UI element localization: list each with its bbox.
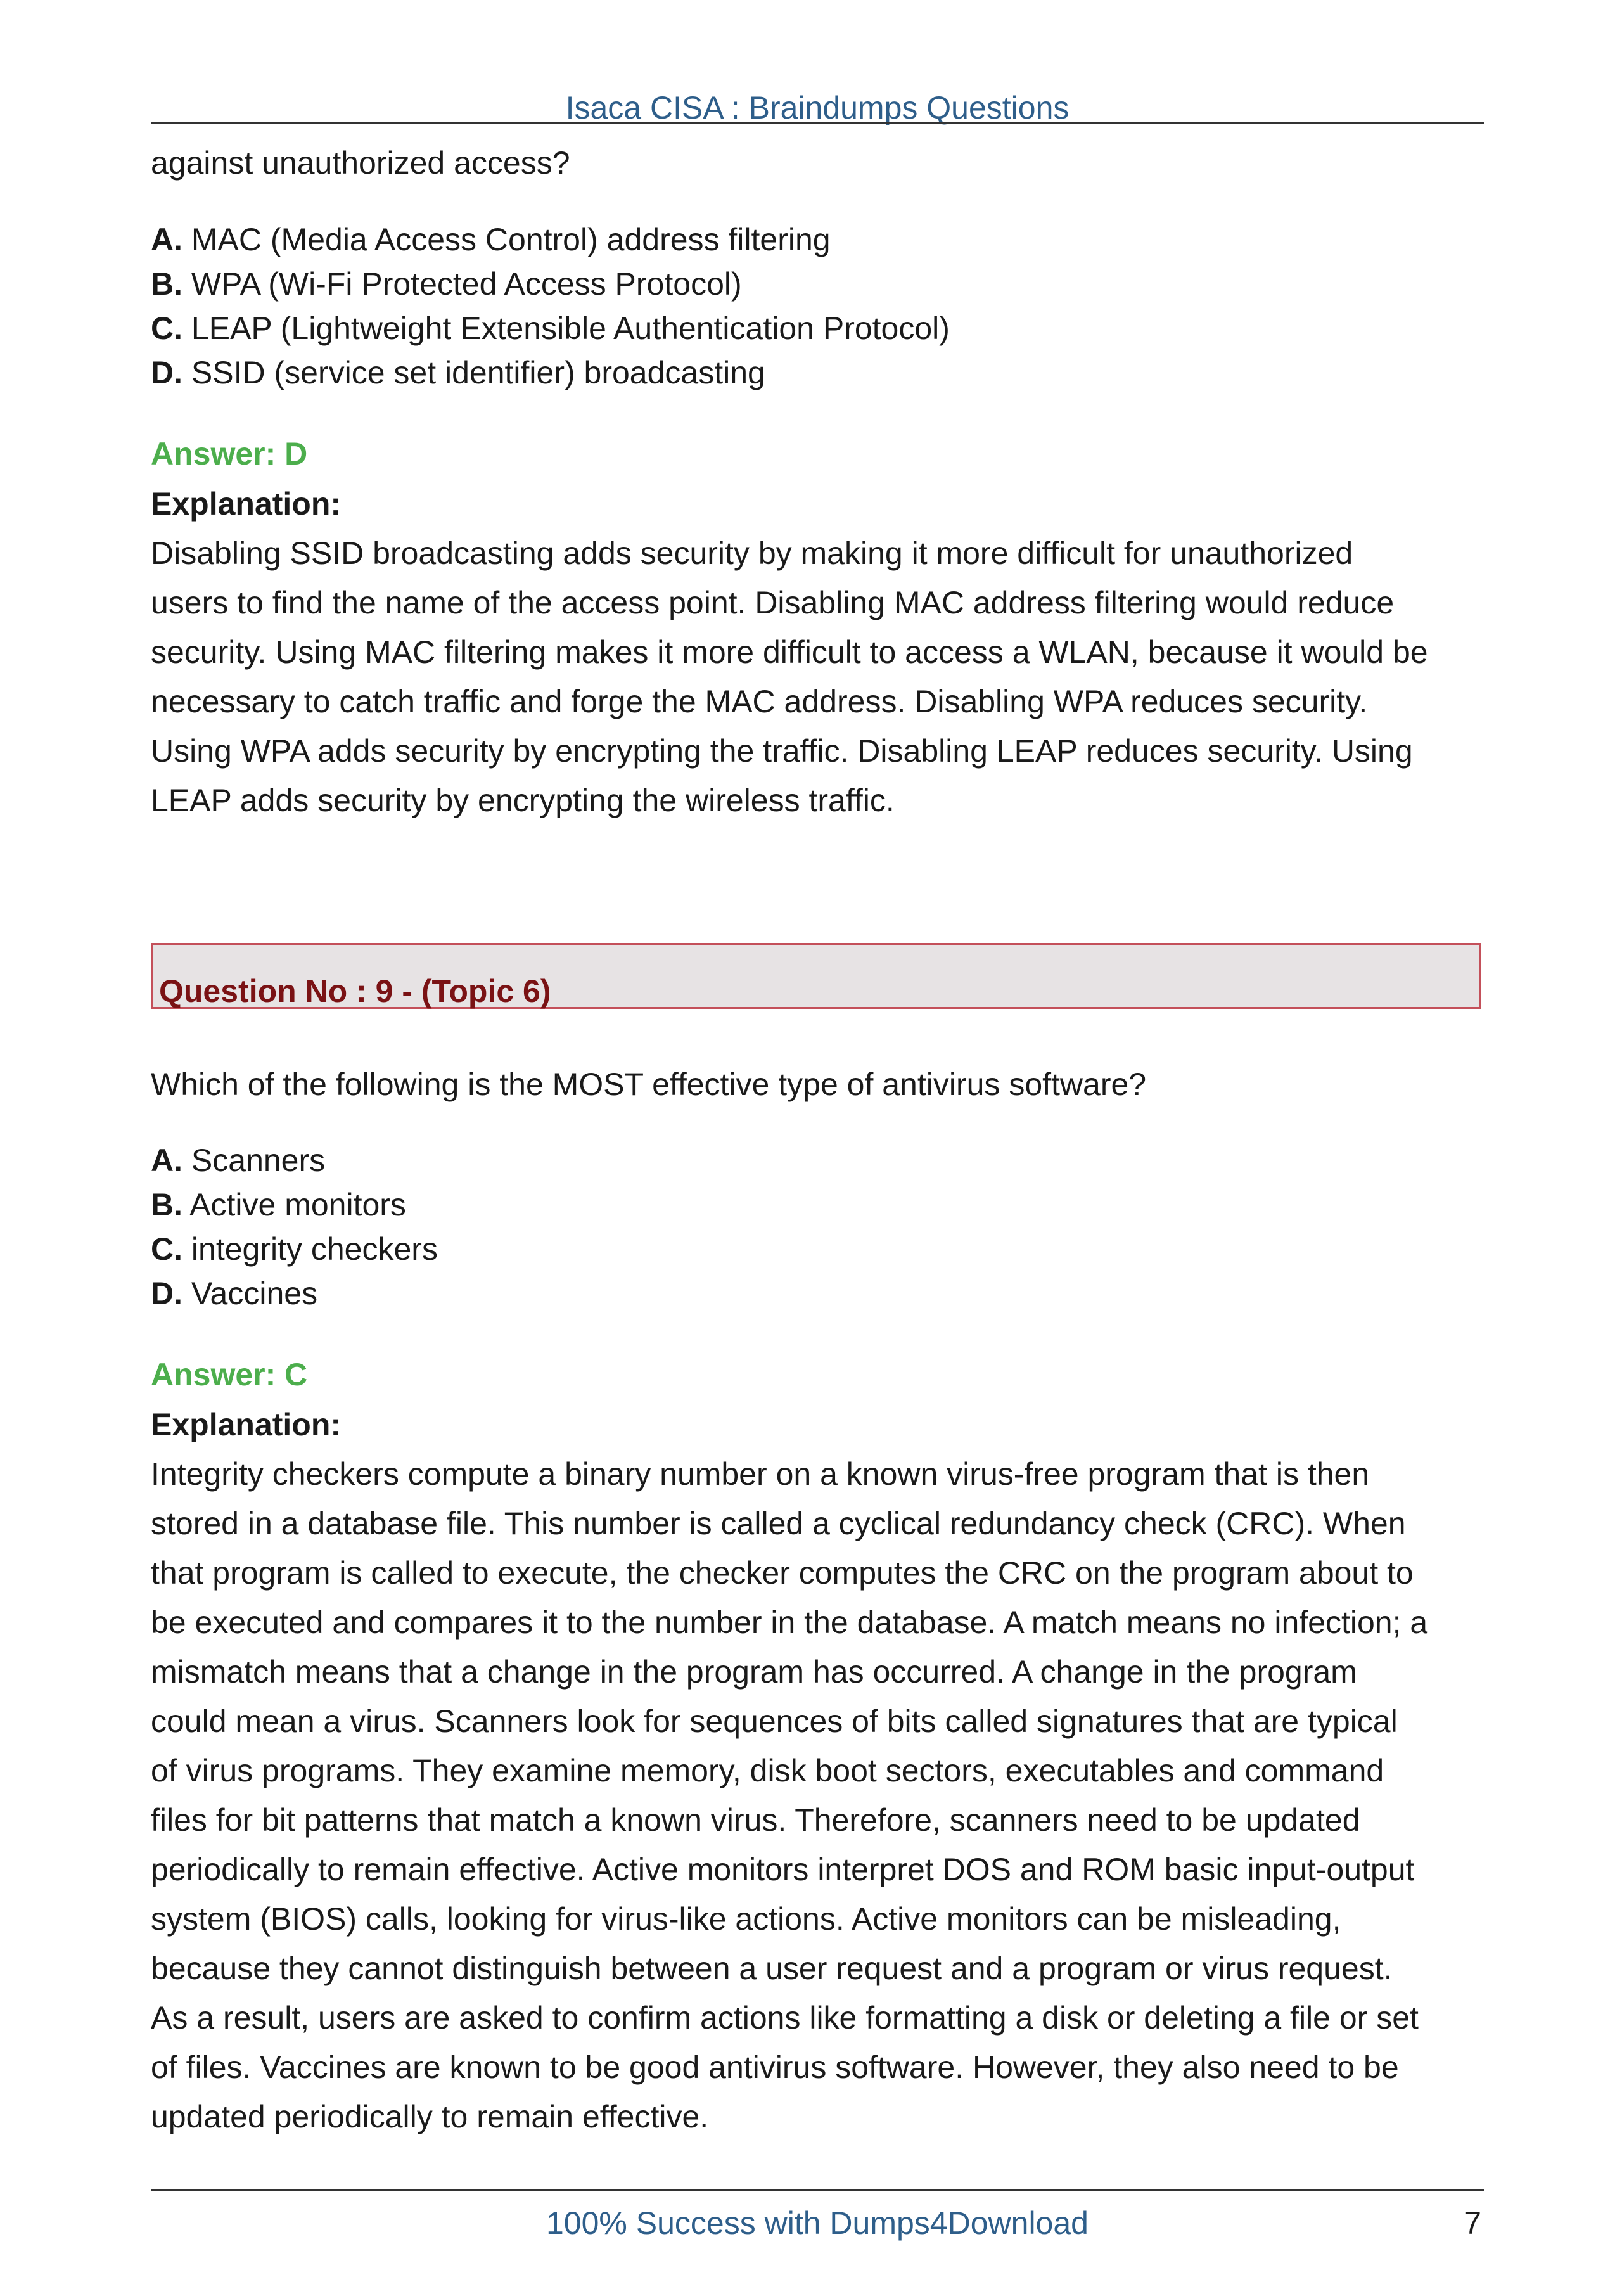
option-text: Vaccines (191, 1276, 318, 1311)
explanation-line: that program is called to execute, the checker computes the CRC on the program about to (151, 1555, 1414, 1591)
explanation-line: Integrity checkers compute a binary number on a known virus-free program that is then (151, 1456, 1370, 1492)
option-text: integrity checkers (191, 1231, 438, 1267)
answer: Answer: C (151, 1357, 308, 1392)
prev-explanation-label: Explanation: (151, 486, 342, 522)
option-item (151, 262, 1488, 306)
prev-question-options (151, 217, 1488, 395)
header-title: Isaca CISA : Braindumps Questions (565, 90, 1070, 125)
footer-divider (151, 2189, 1484, 2191)
explanation-line: periodically to remain effective. Active monitors interpret DOS and ROM basic input-output (151, 1852, 1415, 1887)
prev-explanation-text (151, 529, 1488, 825)
explanation-line: Using WPA adds security by encrypting the traffic. Disabling LEAP reduces security. Using (151, 733, 1413, 769)
option-letter: A. (151, 222, 182, 257)
explanation-line: of files. Vaccines are known to be good antivirus software. However, they also need to be (151, 2049, 1399, 2085)
page-number: 7 (1464, 2205, 1481, 2241)
prev-question-stem: against unauthorized access? (151, 145, 570, 181)
option-item (151, 306, 1488, 350)
prev-answer: Answer: D (151, 436, 308, 471)
option-letter: B. (151, 266, 182, 302)
explanation-text (151, 1449, 1488, 2141)
explanation-line: As a result, users are asked to confirm actions like formatting a disk or deleting a file or set (151, 2000, 1419, 2036)
explanation-line: Disabling SSID broadcasting adds security by making it more difficult for unauthorized (151, 536, 1353, 571)
explanation-line: updated periodically to remain effective. (151, 2099, 709, 2134)
option-item (151, 350, 1488, 395)
option-item (151, 1183, 1488, 1227)
explanation-line: files for bit patterns that match a known virus. Therefore, scanners need to be updated (151, 1802, 1360, 1838)
explanation-line: LEAP adds security by encrypting the wireless traffic. (151, 783, 895, 818)
question-heading: Question No : 9 - (Topic 6) (159, 973, 551, 1009)
option-text: MAC (Media Access Control) address filtering (191, 222, 831, 257)
question-options (151, 1138, 1488, 1316)
question-stem: Which of the following is the MOST effective type of antivirus software? (151, 1067, 1147, 1102)
explanation-line: users to find the name of the access point. Disabling MAC address filtering would reduce (151, 585, 1395, 620)
explanation-line: stored in a database file. This number is called a cyclical redundancy check (CRC). When (151, 1506, 1406, 1541)
explanation-line: because they cannot distinguish between a user request and a program or virus request. (151, 1951, 1393, 1986)
explanation-line: security. Using MAC filtering makes it more difficult to access a WLAN, because it would be (151, 634, 1428, 670)
option-letter: D. (151, 355, 182, 390)
option-text: LEAP (Lightweight Extensible Authentication Protocol) (191, 311, 950, 346)
explanation-label: Explanation: (151, 1407, 342, 1442)
option-item (151, 1138, 1488, 1183)
header-divider (151, 122, 1484, 124)
option-item (151, 1227, 1488, 1271)
option-letter: B. (151, 1187, 182, 1222)
option-item (151, 217, 1488, 262)
option-letter: A. (151, 1143, 182, 1178)
option-text: Active monitors (189, 1187, 406, 1222)
option-text: Scanners (191, 1143, 326, 1178)
option-letter: C. (151, 311, 182, 346)
option-item (151, 1271, 1488, 1316)
explanation-line: could mean a virus. Scanners look for sequences of bits called signatures that are typical (151, 1703, 1398, 1739)
option-text: WPA (Wi-Fi Protected Access Protocol) (191, 266, 742, 302)
explanation-line: system (BIOS) calls, looking for virus-like actions. Active monitors can be misleading, (151, 1901, 1341, 1937)
question-heading-box (151, 943, 1481, 1009)
option-letter: D. (151, 1276, 182, 1311)
footer-text: 100% Success with Dumps4Download (546, 2205, 1089, 2241)
option-letter: C. (151, 1231, 182, 1267)
explanation-line: necessary to catch traffic and forge the MAC address. Disabling WPA reduces security. (151, 684, 1368, 719)
explanation-line: of virus programs. They examine memory, disk boot sectors, executables and command (151, 1753, 1384, 1788)
explanation-line: mismatch means that a change in the program has occurred. A change in the program (151, 1654, 1357, 1690)
explanation-line: be executed and compares it to the number in the database. A match means no infection; a (151, 1605, 1428, 1640)
option-text: SSID (service set identifier) broadcasting (191, 355, 765, 390)
